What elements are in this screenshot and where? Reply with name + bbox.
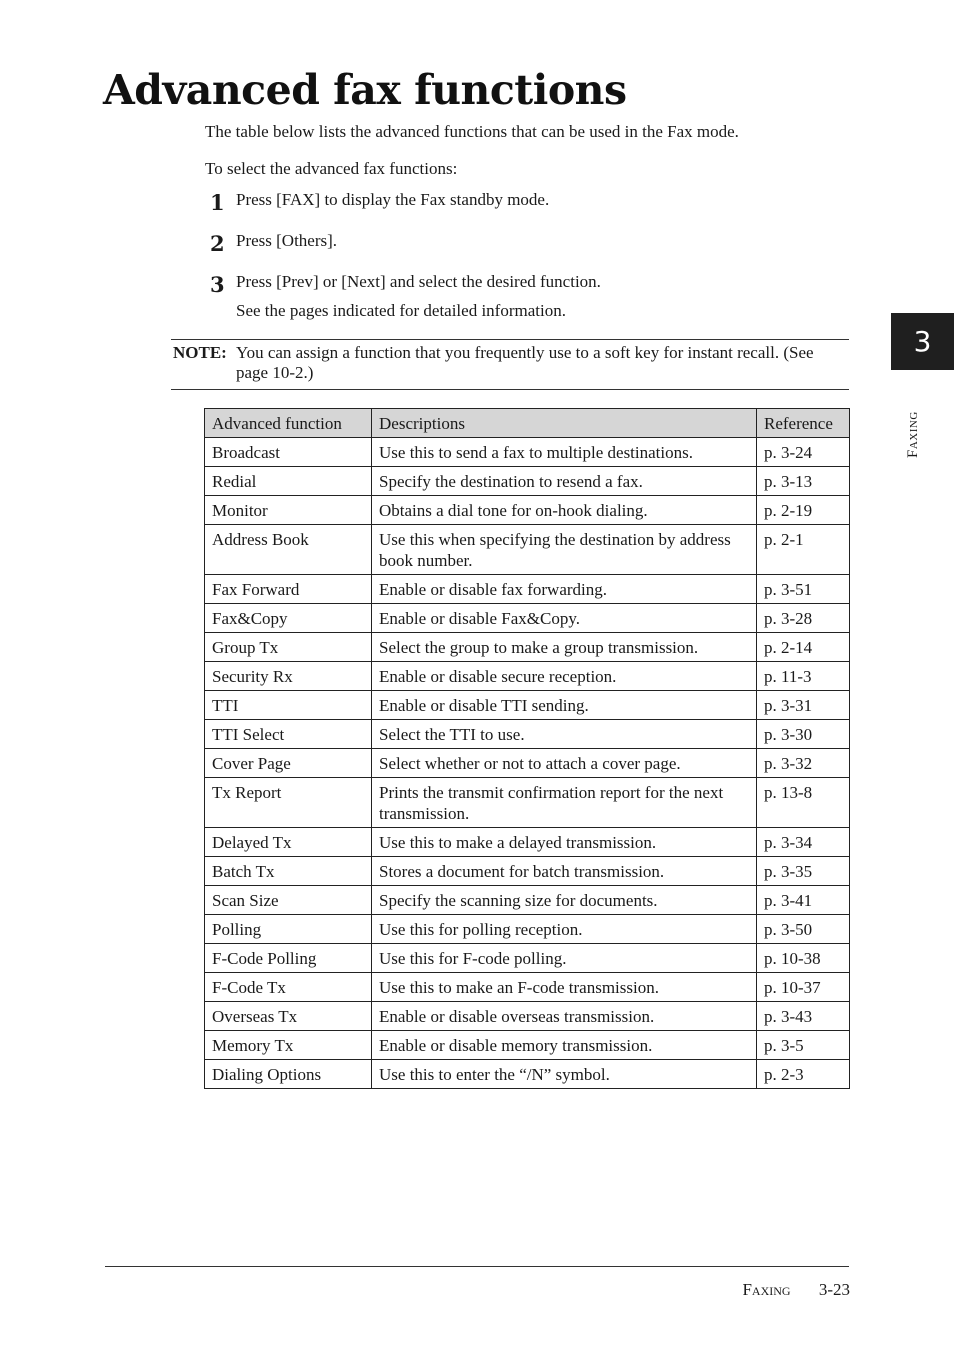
step-1 [210, 190, 550, 215]
cell-reference: p. 3-34 [757, 828, 850, 857]
step-text: Press [FAX] to display the Fax standby mode. [236, 190, 550, 209]
cell-reference: p. 2-1 [757, 525, 850, 575]
cell-description: Select whether or not to attach a cover page. [372, 749, 757, 778]
cell-function: Dialing Options [205, 1060, 372, 1089]
cell-description: Specify the destination to resend a fax. [372, 467, 757, 496]
cell-reference: p. 3-41 [757, 886, 850, 915]
cell-description: Obtains a dial tone for on-hook dialing. [372, 496, 757, 525]
cell-description: Prints the transmit confirmation report for the next transmission. [372, 778, 757, 828]
table-row [205, 915, 850, 944]
table-header-row [205, 409, 850, 438]
cell-function: Memory Tx [205, 1031, 372, 1060]
header-advanced-function: Advanced function [205, 409, 372, 438]
cell-function: Security Rx [205, 662, 372, 691]
cell-function: Batch Tx [205, 857, 372, 886]
cell-function: Cover Page [205, 749, 372, 778]
cell-function: Delayed Tx [205, 828, 372, 857]
note-bottom-rule [171, 389, 849, 390]
cell-description: Enable or disable TTI sending. [372, 691, 757, 720]
cell-function: Polling [205, 915, 372, 944]
cell-reference: p. 3-13 [757, 467, 850, 496]
table-row [205, 662, 850, 691]
footer-rule [105, 1266, 849, 1267]
cell-reference: p. 11-3 [757, 662, 850, 691]
header-descriptions: Descriptions [372, 409, 757, 438]
cell-function: Address Book [205, 525, 372, 575]
side-label-text: Faxing [905, 411, 921, 458]
cell-function: TTI Select [205, 720, 372, 749]
table-row [205, 828, 850, 857]
cell-description: Use this to send a fax to multiple destinations. [372, 438, 757, 467]
step-number: 2 [210, 231, 225, 256]
cell-function: Overseas Tx [205, 1002, 372, 1031]
step-text: Press [Others]. [236, 231, 338, 250]
chapter-tab: 3 [891, 313, 954, 370]
table-row [205, 886, 850, 915]
table-row [205, 1031, 850, 1060]
table-row [205, 973, 850, 1002]
cell-reference: p. 3-35 [757, 857, 850, 886]
table-row [205, 857, 850, 886]
cell-reference: p. 13-8 [757, 778, 850, 828]
cell-reference: p. 3-28 [757, 604, 850, 633]
table-row [205, 778, 850, 828]
cell-function: F-Code Tx [205, 973, 372, 1002]
cell-function: Monitor [205, 496, 372, 525]
table-row [205, 749, 850, 778]
step-3 [210, 272, 601, 297]
table-row [205, 691, 850, 720]
cell-description: Use this for F-code polling. [372, 944, 757, 973]
cell-reference: p. 2-14 [757, 633, 850, 662]
advanced-functions-table [204, 408, 850, 1089]
cell-function: Redial [205, 467, 372, 496]
cell-reference: p. 3-31 [757, 691, 850, 720]
cell-reference: p. 10-38 [757, 944, 850, 973]
cell-reference: p. 3-24 [757, 438, 850, 467]
cell-description: Stores a document for batch transmission. [372, 857, 757, 886]
cell-description: Select the TTI to use. [372, 720, 757, 749]
cell-reference: p. 3-51 [757, 575, 850, 604]
cell-description: Use this to make a delayed transmission. [372, 828, 757, 857]
table-row [205, 1002, 850, 1031]
cell-description: Use this to make an F-code transmission. [372, 973, 757, 1002]
cell-description: Use this when specifying the destination by address book number. [372, 525, 757, 575]
cell-reference: p. 3-5 [757, 1031, 850, 1060]
table-row [205, 1060, 850, 1089]
cell-function: Fax&Copy [205, 604, 372, 633]
cell-reference: p. 10-37 [757, 973, 850, 1002]
cell-description: Select the group to make a group transmission. [372, 633, 757, 662]
cell-description: Specify the scanning size for documents. [372, 886, 757, 915]
cell-description: Enable or disable overseas transmission. [372, 1002, 757, 1031]
step-number: 1 [210, 190, 225, 215]
cell-function: Tx Report [205, 778, 372, 828]
table-row [205, 438, 850, 467]
cell-reference: p. 3-50 [757, 915, 850, 944]
table-row [205, 575, 850, 604]
page-title: Advanced fax functions [103, 66, 627, 114]
table-row [205, 633, 850, 662]
intro-text: The table below lists the advanced functions that can be used in the Fax mode. [205, 122, 739, 141]
page-footer [742, 1280, 850, 1300]
cell-function: F-Code Polling [205, 944, 372, 973]
table-row [205, 467, 850, 496]
note-top-rule [171, 339, 849, 340]
page-number: 3-23 [818, 1280, 850, 1299]
footer-section: Faxing [742, 1280, 791, 1299]
step-2 [210, 231, 338, 256]
cell-reference: p. 2-19 [757, 496, 850, 525]
select-intro-text: To select the advanced fax functions: [205, 159, 458, 178]
cell-function: TTI [205, 691, 372, 720]
cell-description: Enable or disable secure reception. [372, 662, 757, 691]
cell-function: Scan Size [205, 886, 372, 915]
note-label: NOTE: [173, 343, 227, 362]
table-row [205, 496, 850, 525]
note-text: You can assign a function that you frequently use to a soft key for instant recall. (See page 10-2.) [236, 343, 814, 382]
table-row [205, 604, 850, 633]
table-row [205, 720, 850, 749]
cell-description: Use this for polling reception. [372, 915, 757, 944]
cell-reference: p. 3-32 [757, 749, 850, 778]
cell-reference: p. 3-30 [757, 720, 850, 749]
cell-reference: p. 3-43 [757, 1002, 850, 1031]
side-section-label [905, 388, 927, 458]
cell-description: Enable or disable memory transmission. [372, 1031, 757, 1060]
step-text: Press [Prev] or [Next] and select the desired function. [236, 272, 601, 291]
cell-description: Enable or disable Fax&Copy. [372, 604, 757, 633]
cell-description: Use this to enter the “/N” symbol. [372, 1060, 757, 1089]
cell-function: Broadcast [205, 438, 372, 467]
step-3-detail: See the pages indicated for detailed information. [236, 301, 566, 320]
table-row [205, 525, 850, 575]
cell-description: Enable or disable fax forwarding. [372, 575, 757, 604]
header-reference: Reference [757, 409, 850, 438]
cell-function: Fax Forward [205, 575, 372, 604]
table-row [205, 944, 850, 973]
cell-function: Group Tx [205, 633, 372, 662]
cell-reference: p. 2-3 [757, 1060, 850, 1089]
step-number: 3 [210, 272, 225, 297]
